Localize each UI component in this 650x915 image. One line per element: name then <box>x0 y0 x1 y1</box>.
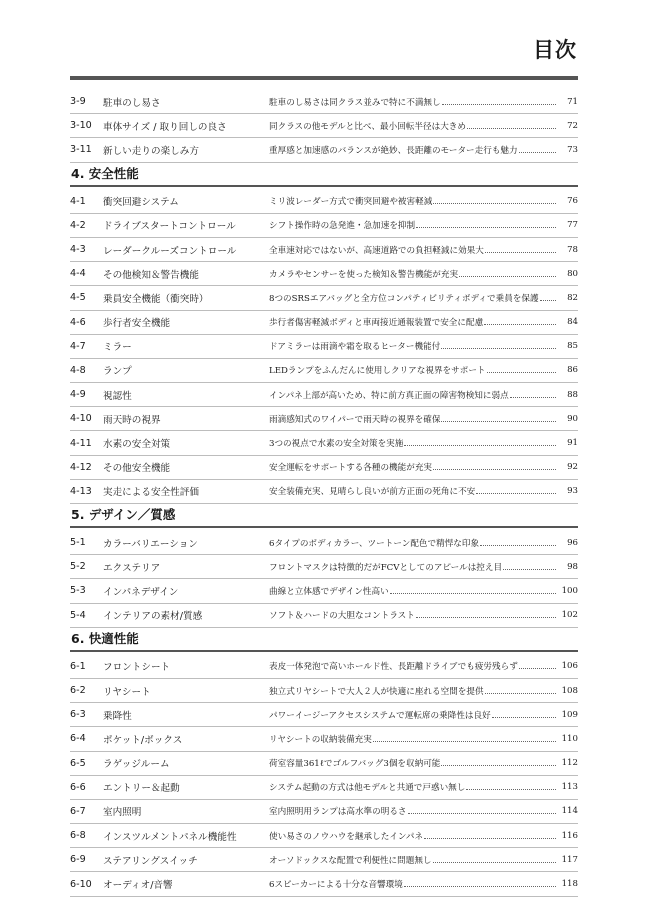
entry-page-number: 117 <box>561 854 578 865</box>
entry-description-text: 表皮一体発泡で高いホールド性、長距離ドライブでも疲労残らず <box>269 662 518 673</box>
toc-entry[interactable] <box>70 579 578 603</box>
entry-description <box>269 709 558 721</box>
entry-title: ミラー <box>103 342 132 354</box>
entry-description-text: リヤシートの収納装備充実 <box>269 734 372 745</box>
dot-leader <box>487 372 556 373</box>
entry-description <box>269 219 558 231</box>
entry-title: オーディオ/音響 <box>103 880 173 892</box>
entry-page-number: 90 <box>567 413 578 424</box>
entry-page-number: 78 <box>567 244 578 255</box>
entry-title: 乗降性 <box>103 710 132 722</box>
entry-page-number: 77 <box>567 220 578 231</box>
entry-description-text: 全車速対応ではないが、高速道路での負担軽減に効果大 <box>269 245 484 256</box>
entry-number: 4-13 <box>70 485 92 497</box>
dot-leader <box>433 203 556 204</box>
entry-page-number: 92 <box>567 462 578 473</box>
entry-title: その他検知＆警告機能 <box>103 269 199 281</box>
dot-leader <box>503 569 556 570</box>
entry-number: 6-7 <box>70 805 86 817</box>
dot-leader <box>510 397 556 398</box>
entry-number: 4-5 <box>70 292 86 304</box>
entry-description <box>269 461 558 473</box>
entry-page-number: 76 <box>567 196 578 207</box>
entry-page-number: 71 <box>567 96 578 107</box>
dot-leader <box>433 862 556 863</box>
entry-number: 4-12 <box>70 461 92 473</box>
entry-page-number: 98 <box>567 561 578 572</box>
toc-entry[interactable] <box>70 703 578 727</box>
entry-page-number: 91 <box>567 438 578 449</box>
dot-leader <box>519 152 556 153</box>
entry-title: ランプ <box>103 366 132 378</box>
toc-entry[interactable] <box>70 90 578 114</box>
entry-description-text: ドアミラーは雨滴や霜を取るヒーター機能付 <box>269 342 441 353</box>
entry-description <box>269 685 558 697</box>
entry-title: 歩行者安全機能 <box>103 318 171 330</box>
entry-description-text: 重厚感と加速感のバランスが絶妙、長距離のモーター走行も魅力 <box>269 145 518 156</box>
toc-entry[interactable] <box>70 286 578 310</box>
dot-leader <box>442 104 556 105</box>
entry-description <box>269 537 558 549</box>
entry-description-text: カメラやセンサーを使った検知＆警告機能が充実 <box>269 269 459 280</box>
entry-number: 6-9 <box>70 854 86 866</box>
dot-leader <box>485 252 556 253</box>
entry-description <box>269 854 558 866</box>
dot-leader <box>540 300 556 301</box>
section-heading: 4. 安全性能 <box>70 163 578 187</box>
entry-page-number: 96 <box>567 537 578 548</box>
entry-description-text: シフト操作時の急発進・急加速を抑制 <box>269 221 416 232</box>
entry-page-number: 73 <box>567 144 578 155</box>
entry-number: 6-8 <box>70 830 86 842</box>
entry-description <box>269 389 558 401</box>
entry-description <box>269 609 558 621</box>
entry-description-text: 8つのSRSエアバッグと全方位コンパティビリティボディで乗員を保護 <box>269 293 539 304</box>
toc-entry[interactable] <box>70 138 578 162</box>
entry-title: 室内照明 <box>103 807 142 819</box>
entry-description-text: 駐車のし易さは同クラス並みで特に不満無し <box>269 97 441 108</box>
entry-title: ポケット/ボックス <box>103 734 183 746</box>
entry-title: 新しい走りの楽しみ方 <box>103 145 199 157</box>
dot-leader <box>492 717 556 718</box>
dot-leader <box>404 445 556 446</box>
entry-title: 視認性 <box>103 390 132 402</box>
entry-number: 5-4 <box>70 609 86 621</box>
toc-entry[interactable] <box>70 776 578 800</box>
dot-leader <box>476 493 556 494</box>
entry-description-text: システム起動の方式は他モデルと共通で戸惑い無し <box>269 783 466 794</box>
entry-page-number: 80 <box>567 268 578 279</box>
entry-description <box>269 96 558 108</box>
entry-description <box>269 268 558 280</box>
entry-description-text: 荷室容量361ℓでゴルフバッグ3個を収納可能 <box>269 759 441 770</box>
entry-description-text: 6タイプのボディカラー、ツートーン配色で精悍な印象 <box>269 538 480 549</box>
entry-description <box>269 364 558 376</box>
entry-page-number: 114 <box>561 806 578 817</box>
entry-title: ラゲッジルーム <box>103 759 170 771</box>
entry-page-number: 93 <box>567 486 578 497</box>
toc-entry[interactable] <box>70 383 578 407</box>
toc-entry[interactable] <box>70 555 578 579</box>
entry-page-number: 85 <box>567 341 578 352</box>
entry-number: 4-3 <box>70 244 86 256</box>
dot-leader <box>416 227 556 228</box>
entry-title: 乗員安全機能（衝突時） <box>103 293 209 305</box>
toc-entry[interactable] <box>70 238 578 262</box>
toc-entry[interactable] <box>70 359 578 383</box>
entry-title: その他安全機能 <box>103 463 171 475</box>
entry-number: 4-4 <box>70 268 86 280</box>
entry-description-text: LEDランプをふんだんに使用しクリアな視界をサポート <box>269 366 486 377</box>
entry-description-text: 独立式リヤシートで大人２人が快適に座れる空間を提供 <box>269 686 484 697</box>
entry-page-number: 112 <box>561 758 578 769</box>
table-of-contents <box>70 90 578 897</box>
entry-description <box>269 805 558 817</box>
entry-description-text: ミリ波レーダー方式で衝突回避や被害軽減 <box>269 197 433 208</box>
toc-entry[interactable] <box>70 190 578 214</box>
entry-description <box>269 561 558 573</box>
entry-title: リヤシート <box>103 686 151 698</box>
dot-leader <box>519 668 556 669</box>
toc-entry[interactable] <box>70 311 578 335</box>
section-heading: 5. デザイン／質感 <box>70 504 578 528</box>
entry-title: カラーバリエーション <box>103 538 198 550</box>
toc-entry[interactable] <box>70 752 578 776</box>
toc-entry[interactable] <box>70 456 578 480</box>
toc-entry[interactable] <box>70 431 578 455</box>
entry-number: 4-1 <box>70 195 86 207</box>
entry-description <box>269 144 558 156</box>
entry-page-number: 109 <box>561 709 578 720</box>
entry-description <box>269 316 558 328</box>
entry-title: インスツルメントパネル機能性 <box>103 831 237 843</box>
entry-description-text: 使い易さのノウハウを継承したインパネ <box>269 831 424 842</box>
dot-leader <box>485 693 556 694</box>
dot-leader <box>467 128 556 129</box>
entry-number: 4-9 <box>70 389 86 401</box>
entry-title: エクステリア <box>103 562 161 574</box>
entry-description <box>269 292 558 304</box>
entry-number: 5-3 <box>70 585 86 597</box>
dot-leader <box>459 276 556 277</box>
toc-entry[interactable] <box>70 531 578 555</box>
page-title: 目次 <box>533 37 577 62</box>
entry-page-number: 102 <box>561 610 578 621</box>
entry-description-text: フロントマスクは特徴的だがFCVとしてのアピールは控え目 <box>269 562 503 573</box>
entry-description-text: 雨滴感知式のワイパーで雨天時の視界を確保 <box>269 414 441 425</box>
toc-entry[interactable] <box>70 679 578 703</box>
entry-title: 衝突回避システム <box>103 197 179 209</box>
entry-number: 6-5 <box>70 757 86 769</box>
entry-page-number: 108 <box>561 685 578 696</box>
entry-page-number: 84 <box>567 317 578 328</box>
entry-number: 4-11 <box>70 437 92 449</box>
toc-entry[interactable] <box>70 727 578 751</box>
entry-title: 実走による安全性評価 <box>103 487 199 499</box>
entry-description <box>269 244 558 256</box>
entry-description-text: パワーイージーアクセスシステムで運転席の乗降性は良好 <box>269 710 491 721</box>
entry-page-number: 100 <box>561 585 578 596</box>
toc-entry[interactable] <box>70 114 578 138</box>
section-heading: 6. 快適性能 <box>70 628 578 652</box>
entry-description <box>269 120 558 132</box>
dot-leader <box>441 421 556 422</box>
entry-page-number: 88 <box>567 389 578 400</box>
entry-title: エントリー＆起動 <box>103 783 180 795</box>
entry-page-number: 113 <box>561 782 578 793</box>
toc-entry[interactable] <box>70 407 578 431</box>
entry-number: 4-8 <box>70 364 86 376</box>
entry-number: 5-2 <box>70 561 86 573</box>
entry-description-text: オーソドックスな配置で利便性に問題無し <box>269 855 432 866</box>
title-rule <box>70 76 578 80</box>
toc-entry[interactable] <box>70 480 578 504</box>
entry-number: 4-6 <box>70 316 86 328</box>
entry-title: 駐車のし易さ <box>103 97 161 109</box>
dot-leader <box>424 838 556 839</box>
entry-number: 3-10 <box>70 120 92 132</box>
entry-number: 4-7 <box>70 340 86 352</box>
entry-description-text: 安全運転をサポートする各種の機能が充実 <box>269 463 433 474</box>
entry-description-text: 室内照明用ランプは高水準の明るさ <box>269 807 407 818</box>
entry-page-number: 118 <box>561 879 578 890</box>
entry-page-number: 110 <box>561 733 578 744</box>
toc-entry[interactable] <box>70 848 578 872</box>
dot-leader <box>466 789 556 790</box>
entry-description <box>269 413 558 425</box>
entry-description <box>269 830 558 842</box>
entry-number: 6-2 <box>70 685 86 697</box>
toc-entry[interactable] <box>70 800 578 824</box>
toc-section <box>70 504 578 628</box>
dot-leader <box>441 348 556 349</box>
toc-section <box>70 90 578 163</box>
entry-number: 3-9 <box>70 96 86 108</box>
toc-section <box>70 163 578 504</box>
entry-description-text: 歩行者傷害軽減ボディと車両接近通報装置で安全に配慮 <box>269 318 484 329</box>
entry-description-text: 3つの視点で水素の安全対策を実施 <box>269 439 404 450</box>
dot-leader <box>484 324 556 325</box>
dot-leader <box>390 593 556 594</box>
dot-leader <box>441 765 556 766</box>
entry-description-text: 曲線と立体感でデザイン性高い <box>269 586 389 597</box>
entry-description-text: 安全装備充実、見晴らし良いが前方正面の死角に不安 <box>269 487 476 498</box>
entry-title: ステアリングスイッチ <box>103 855 198 867</box>
entry-title: インテリアの素材/質感 <box>103 611 203 623</box>
entry-description <box>269 195 558 207</box>
toc-entry[interactable] <box>70 872 578 896</box>
toc-entry[interactable] <box>70 604 578 628</box>
entry-description-text: 同クラスの他モデルと比べ、最小回転半径は大きめ <box>269 121 466 132</box>
toc-entry[interactable] <box>70 262 578 286</box>
entry-number: 4-2 <box>70 219 86 231</box>
entry-number: 4-10 <box>70 413 92 425</box>
dot-leader <box>480 545 556 546</box>
entry-description <box>269 340 558 352</box>
entry-title: ドライブスタートコントロール <box>103 221 236 233</box>
toc-entry[interactable] <box>70 824 578 848</box>
dot-leader <box>433 469 556 470</box>
toc-section <box>70 628 578 897</box>
dot-leader <box>373 741 556 742</box>
toc-entry[interactable] <box>70 214 578 238</box>
entry-page-number: 82 <box>567 292 578 303</box>
dot-leader <box>408 813 556 814</box>
entry-number: 6-1 <box>70 660 86 672</box>
dot-leader <box>416 617 556 618</box>
entry-page-number: 72 <box>567 120 578 131</box>
entry-number: 6-6 <box>70 781 86 793</box>
entry-number: 6-4 <box>70 733 86 745</box>
dot-leader <box>404 886 556 887</box>
entry-description-text: ソフト＆ハードの大胆なコントラスト <box>269 611 415 622</box>
entry-page-number: 86 <box>567 365 578 376</box>
entry-number: 6-10 <box>70 878 92 890</box>
entry-description <box>269 437 558 449</box>
entry-number: 5-1 <box>70 537 86 549</box>
entry-number: 3-11 <box>70 144 92 156</box>
entry-title: 水素の安全対策 <box>103 439 171 451</box>
entry-description <box>269 878 558 890</box>
entry-title: レーダークルーズコントロール <box>103 245 237 257</box>
entry-description-text: インパネ上部が高いため、特に前方真正面の障害物検知に弱点 <box>269 390 509 401</box>
entry-title: インパネデザイン <box>103 586 179 598</box>
entry-description-text: 6スピーカーによる十分な音響環境 <box>269 880 403 891</box>
entry-title: 雨天時の視界 <box>103 414 161 426</box>
entry-page-number: 106 <box>561 661 578 672</box>
entry-description <box>269 757 558 769</box>
entry-description <box>269 485 558 497</box>
entry-description <box>269 781 558 793</box>
entry-number: 6-3 <box>70 709 86 721</box>
entry-description <box>269 585 558 597</box>
entry-page-number: 116 <box>561 830 578 841</box>
entry-description <box>269 660 558 672</box>
entry-title: フロントシート <box>103 662 171 674</box>
entry-description <box>269 733 558 745</box>
entry-title: 車体サイズ / 取り回しの良さ <box>103 121 227 133</box>
toc-entry[interactable] <box>70 335 578 359</box>
toc-entry[interactable] <box>70 655 578 679</box>
